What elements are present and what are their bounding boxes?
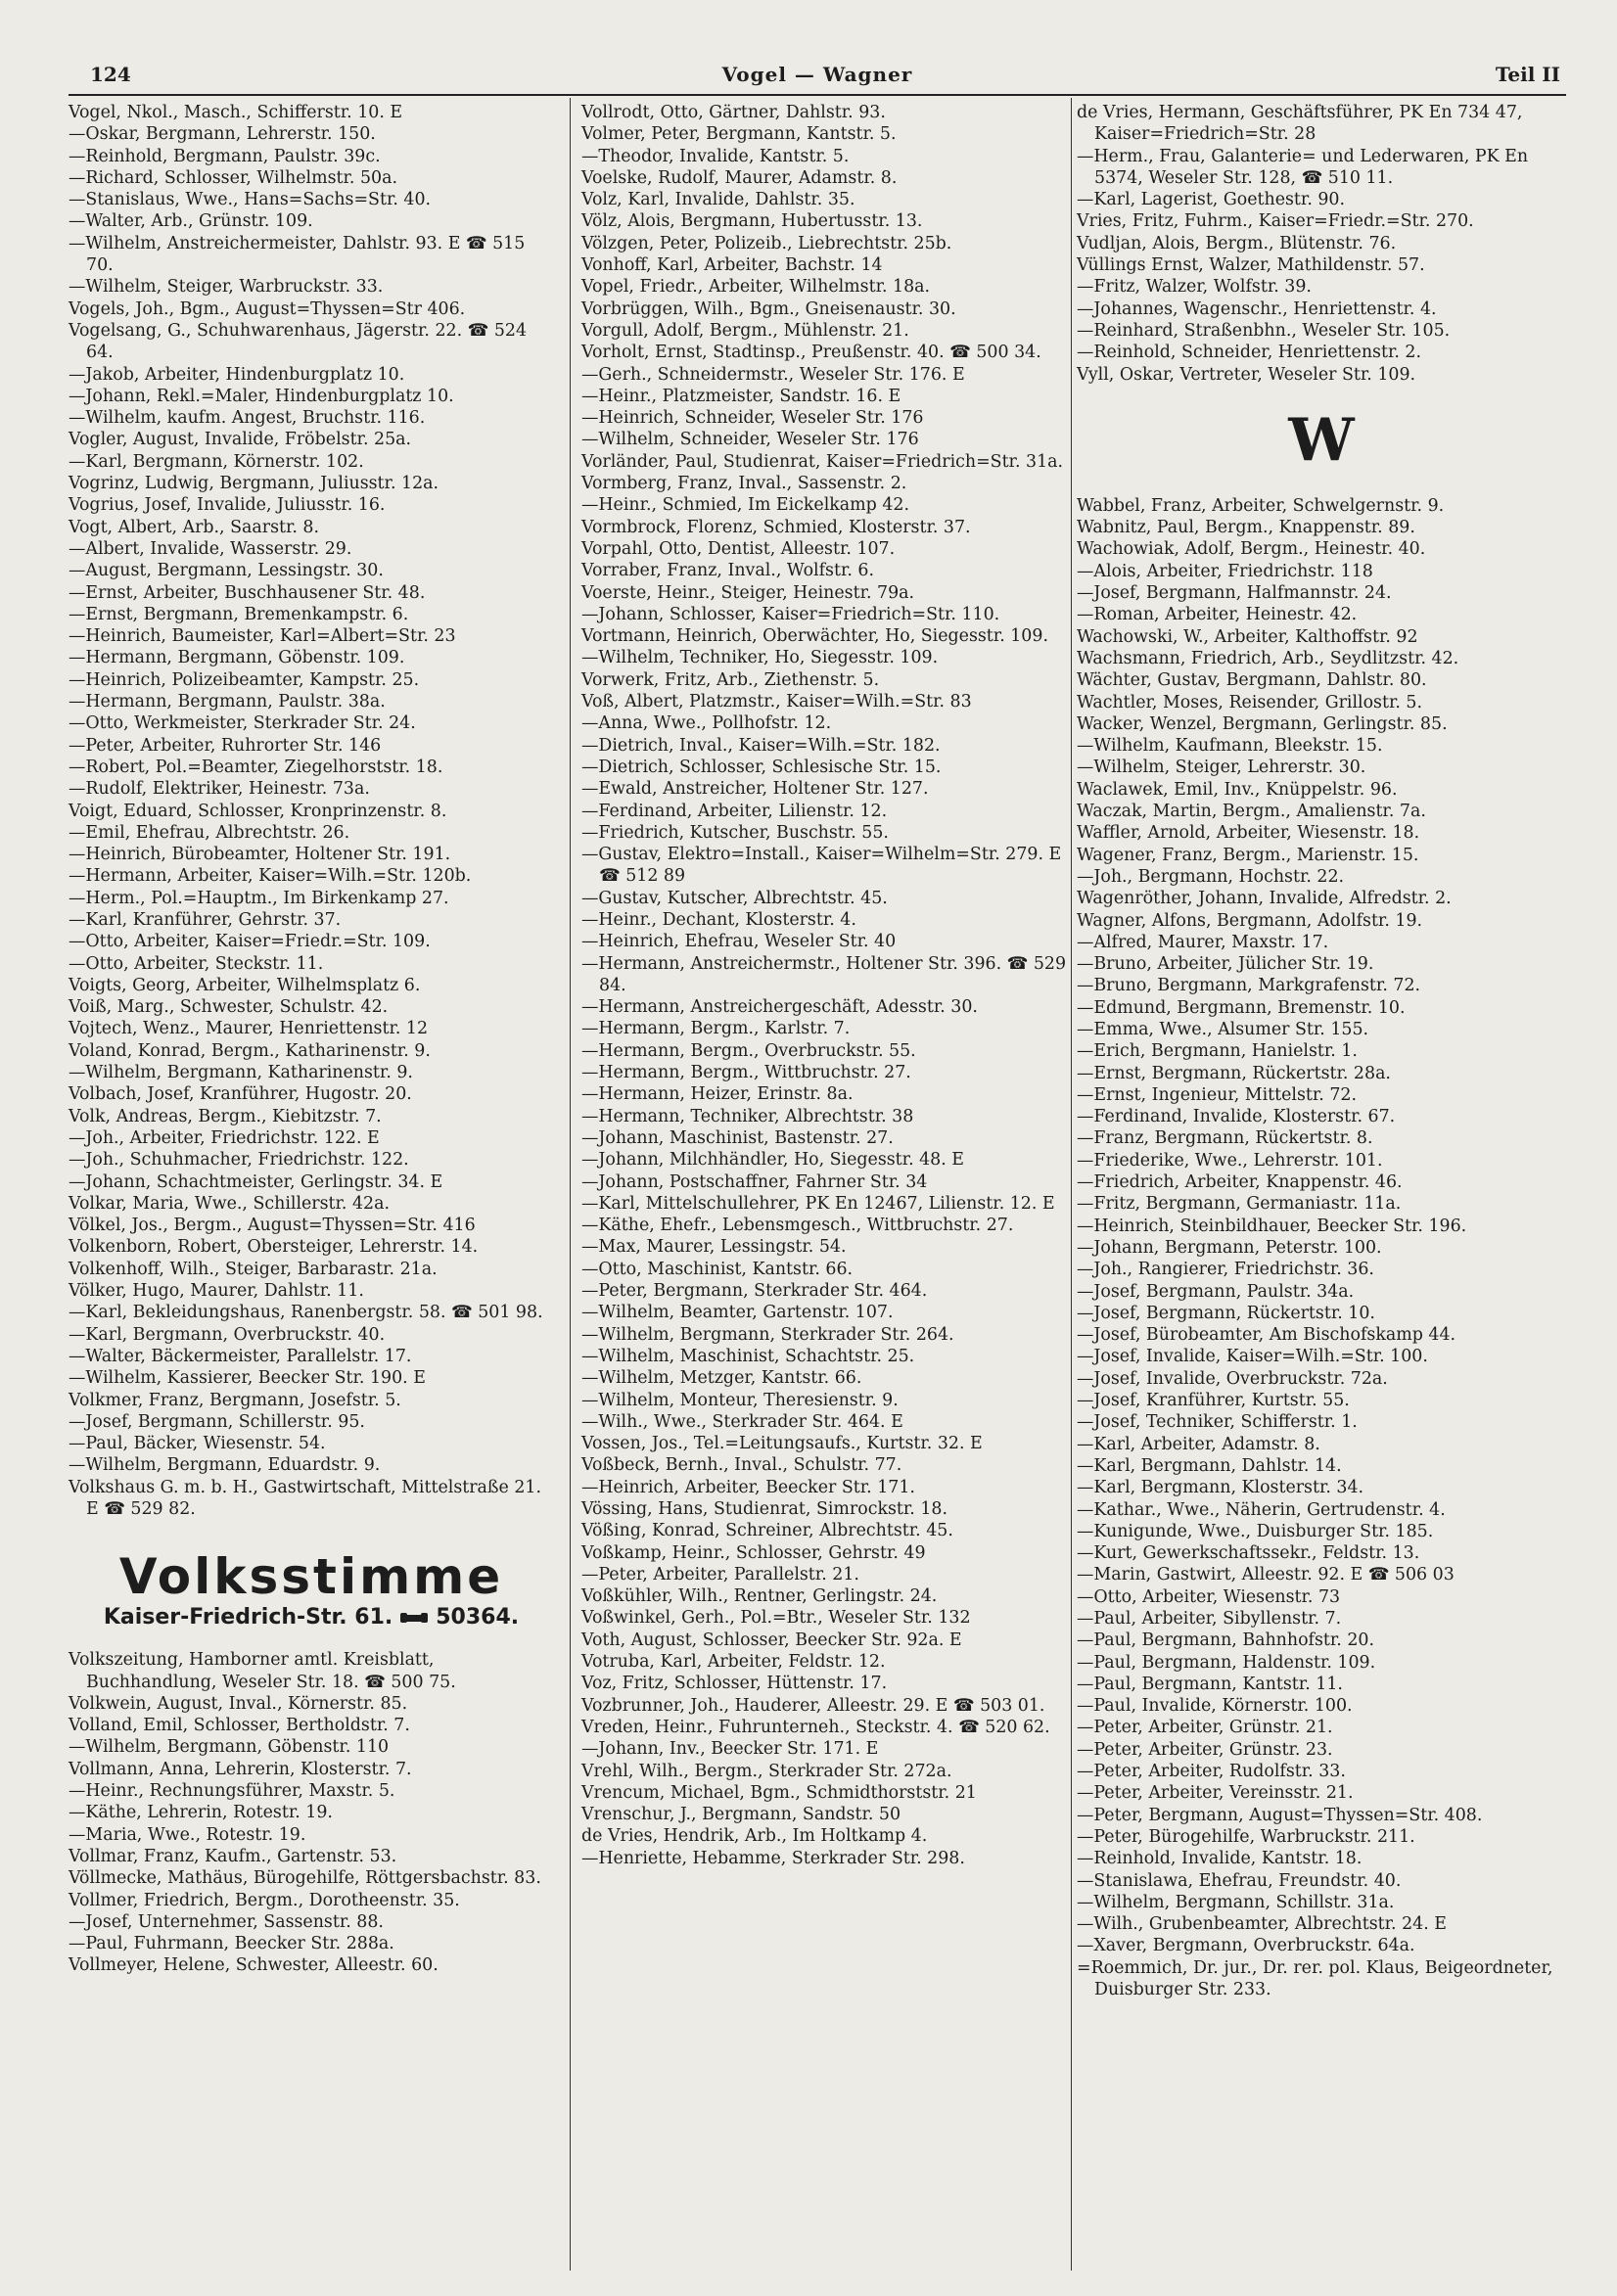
directory-entry: Völker, Hugo, Maurer, Dahlstr. 11. xyxy=(69,1281,364,1302)
directory-entry: —Peter, Arbeiter, Rudolfstr. 33. xyxy=(1077,1762,1346,1782)
directory-entry: —Ernst, Arbeiter, Buschhausener Str. 48. xyxy=(69,582,426,603)
directory-entry: —Jakob, Arbeiter, Hindenburgplatz 10. xyxy=(69,364,405,385)
directory-entry: Vorgull, Adolf, Bergm., Mühlenstr. 21. xyxy=(581,320,909,341)
directory-entry: Wacker, Wenzel, Bergmann, Gerlingstr. 85. xyxy=(1077,713,1448,734)
directory-entry: —Ernst, Ingenieur, Mittelstr. 72. xyxy=(1077,1084,1358,1105)
directory-entry: —Johann, Postschaffner, Fahrner Str. 34 xyxy=(581,1171,928,1192)
directory-entry: —Peter, Bergmann, Sterkrader Str. 464. xyxy=(581,1281,928,1302)
directory-entry: de Vries, Hendrik, Arb., Im Holtkamp 4. xyxy=(581,1826,928,1847)
directory-entry: Vrencum, Michael, Bgm., Schmidthorststr. 21 xyxy=(581,1782,977,1803)
directory-entry: —Josef, Bergmann, Halfmannstr. 24. xyxy=(1077,583,1392,604)
directory-entry: Vossen, Jos., Tel.=Leitungsaufs., Kurtstr. 32. E xyxy=(581,1434,983,1454)
directory-entry: —Karl, Lagerist, Goethestr. 90. xyxy=(1077,190,1346,210)
directory-entry: —Peter, Arbeiter, Grünstr. 21. xyxy=(1077,1718,1333,1738)
directory-entry: —Wilhelm, Kassierer, Beecker Str. 190. E xyxy=(69,1368,426,1389)
directory-entry: —Edmund, Bergmann, Bremenstr. 10. xyxy=(1077,997,1406,1018)
entry-list xyxy=(581,102,1067,1869)
directory-entry: Volz, Karl, Invalide, Dahlstr. 35. xyxy=(581,190,855,210)
directory-entry: Vössing, Hans, Studienrat, Simrockstr. 18. xyxy=(581,1499,948,1519)
directory-entry: —Reinhold, Schneider, Henriettenstr. 2. xyxy=(1077,343,1422,363)
directory-entry: —Kathar., Wwe., Näherin, Gertrudenstr. 4. xyxy=(1077,1499,1446,1520)
directory-entry: —Peter, Bergmann, August=Thyssen=Str. 408. xyxy=(1077,1805,1483,1825)
directory-entry: —Rudolf, Elektriker, Heinestr. 73a. xyxy=(69,779,370,800)
directory-entry: —Karl, Bergmann, Overbruckstr. 40. xyxy=(69,1324,386,1345)
directory-entry: Volk, Andreas, Bergm., Kiebitzstr. 7. xyxy=(69,1106,382,1126)
directory-entry: —Walter, Bäckermeister, Parallelstr. 17. xyxy=(69,1346,412,1366)
directory-entry: —Albert, Invalide, Wasserstr. 29. xyxy=(69,538,352,559)
directory-entry: —Wilhelm, Monteur, Theresienstr. 9. xyxy=(581,1390,899,1410)
directory-entry: —Wilhelm, kaufm. Angest, Bruchstr. 116. xyxy=(69,408,426,429)
directory-entry: —Herm., Frau, Galanterie= und Lederwaren, PK En 5374, Weseler Str. 128, ☎ 510 11. xyxy=(1077,146,1529,188)
directory-entry: Vollrodt, Otto, Gärtner, Dahlstr. 93. xyxy=(581,103,886,122)
directory-entry: —Paul, Invalide, Körnerstr. 100. xyxy=(1077,1696,1353,1717)
directory-entry: —Karl, Kranführer, Gehrstr. 37. xyxy=(69,909,342,930)
directory-entry: Voßwinkel, Gerh., Pol.=Btr., Weseler Str. 132 xyxy=(581,1608,971,1629)
directory-entry: —Josef, Bürobeamter, Am Bischofskamp 44. xyxy=(1077,1325,1456,1346)
directory-entry: Vorholt, Ernst, Stadtinsp., Preußenstr. 40. ☎ 500 34. xyxy=(581,343,1041,363)
directory-entry: —Oskar, Bergmann, Lehrerstr. 150. xyxy=(69,124,376,145)
directory-entry: Wabbel, Franz, Arbeiter, Schwelgernstr. 9. xyxy=(1077,495,1445,516)
directory-entry: —Joh., Rangierer, Friedrichstr. 36. xyxy=(1077,1260,1374,1280)
name-range: Vogel — Wagner xyxy=(721,63,913,86)
directory-entry: —Johann, Schlosser, Kaiser=Friedrich=Str. 110. xyxy=(581,604,1000,624)
directory-entry: —Hermann, Arbeiter, Kaiser=Wilh.=Str. 120b. xyxy=(69,866,472,887)
directory-entry: Waclawek, Emil, Inv., Knüppelstr. 96. xyxy=(1077,779,1398,800)
directory-entry: —Theodor, Invalide, Kantstr. 5. xyxy=(581,146,850,166)
directory-entry: Wachtler, Moses, Reisender, Grillostr. 5. xyxy=(1077,692,1423,712)
directory-entry: —Wilh., Grubenbeamter, Albrechtstr. 24. E xyxy=(1077,1914,1447,1935)
directory-entry: —Kunigunde, Wwe., Duisburger Str. 185. xyxy=(1077,1521,1434,1541)
directory-entry: Vries, Fritz, Fuhrm., Kaiser=Friedr.=Str. 270. xyxy=(1077,211,1474,232)
directory-entry: —Reinhold, Bergmann, Paulstr. 39c. xyxy=(69,146,381,166)
directory-entry: Vollmeyer, Helene, Schwester, Alleestr. 60. xyxy=(69,1955,439,1976)
directory-entry: —Wilh., Wwe., Sterkrader Str. 464. E xyxy=(581,1411,903,1432)
ad-address-line xyxy=(69,1604,554,1631)
directory-entry: —Wilhelm, Techniker, Ho, Siegesstr. 109. xyxy=(581,648,939,668)
directory-entry: Wachowski, W., Arbeiter, Kalthoffstr. 92 xyxy=(1077,626,1418,647)
directory-entry: —Ferdinand, Invalide, Klosterstr. 67. xyxy=(1077,1107,1396,1127)
directory-entry: Vozbrunner, Joh., Hauderer, Alleestr. 29. E ☎ 503 01. xyxy=(581,1695,1045,1716)
directory-entry: —Joh., Arbeiter, Friedrichstr. 122. E xyxy=(69,1127,380,1148)
directory-entry: Vormbrock, Florenz, Schmied, Klosterstr. 37. xyxy=(581,517,971,537)
directory-entry: —Friedrich, Kutscher, Buschstr. 55. xyxy=(581,822,889,843)
directory-entry: —Franz, Bergmann, Rückertstr. 8. xyxy=(1077,1128,1373,1149)
directory-entry: Völlmecke, Mathäus, Bürogehilfe, Röttgersbachstr. 83. xyxy=(69,1868,541,1889)
directory-entry: Vogrinz, Ludwig, Bergmann, Juliusstr. 12a. xyxy=(69,474,439,494)
directory-entry: —Käthe, Lehrerin, Rotestr. 19. xyxy=(69,1803,333,1823)
directory-entry: —Peter, Arbeiter, Ruhrorter Str. 146 xyxy=(69,735,382,756)
directory-entry: —Gerh., Schneidermstr., Weseler Str. 176. E xyxy=(581,364,965,385)
directory-entry: —Käthe, Ehefr., Lebensmgesch., Wittbruchstr. 27. xyxy=(581,1216,1014,1236)
directory-entry: Vopel, Friedr., Arbeiter, Wilhelmstr. 18a. xyxy=(581,277,931,298)
directory-entry: Waczak, Martin, Bergm., Amalienstr. 7a. xyxy=(1077,802,1426,822)
directory-entry: —Josef, Invalide, Overbruckstr. 72a. xyxy=(1077,1368,1388,1389)
directory-entry: —Hermann, Bergm., Wittbruchstr. 27. xyxy=(581,1063,911,1083)
directory-entry: —Wilhelm, Steiger, Warbruckstr. 33. xyxy=(69,277,384,298)
directory-entry: Völkel, Jos., Bergm., August=Thyssen=Str. 416 xyxy=(69,1216,476,1236)
directory-entry: —Peter, Bürogehilfe, Warbruckstr. 211. xyxy=(1077,1826,1415,1847)
directory-entry: Vrenschur, J., Bergmann, Sandstr. 50 xyxy=(581,1805,901,1825)
directory-entry: —Paul, Bergmann, Kantstr. 11. xyxy=(1077,1674,1343,1694)
directory-entry: —Richard, Schlosser, Wilhelmstr. 50a. xyxy=(69,167,397,188)
directory-entry: —Otto, Werkmeister, Sterkrader Str. 24. xyxy=(69,713,416,734)
directory-entry: Wächter, Gustav, Bergmann, Dahlstr. 80. xyxy=(1077,670,1427,691)
directory-entry: Vorpahl, Otto, Dentist, Alleestr. 107. xyxy=(581,538,896,559)
directory-entry: Voth, August, Schlosser, Beecker Str. 92a. E xyxy=(581,1630,962,1650)
directory-entry: —Josef, Bergmann, Schillerstr. 95. xyxy=(69,1411,365,1432)
section-letter: W xyxy=(1288,405,1355,475)
directory-entry: Voigt, Eduard, Schlosser, Kronprinzenstr. 8. xyxy=(69,801,447,821)
directory-entry: —Johann, Milchhändler, Ho, Siegesstr. 48. E xyxy=(581,1150,964,1171)
directory-entry: Volland, Emil, Schlosser, Bertholdstr. 7. xyxy=(69,1716,410,1736)
directory-entry: Voelske, Rudolf, Maurer, Adamstr. 8. xyxy=(581,167,898,188)
directory-entry: —Stanislaus, Wwe., Hans=Sachs=Str. 40. xyxy=(69,190,432,210)
directory-entry: Voz, Fritz, Schlosser, Hüttenstr. 17. xyxy=(581,1674,888,1694)
directory-entry: Votruba, Karl, Arbeiter, Feldstr. 12. xyxy=(581,1652,886,1673)
directory-entry: Vudljan, Alois, Bergm., Blütenstr. 76. xyxy=(1077,233,1397,253)
directory-entry: —Johann, Maschinist, Bastenstr. 27. xyxy=(581,1127,894,1148)
directory-entry: —Karl, Bergmann, Dahlstr. 14. xyxy=(1077,1455,1342,1476)
directory-entry: Voß, Albert, Platzmstr., Kaiser=Wilh.=Str. 83 xyxy=(581,692,972,712)
directory-entry: —Peter, Arbeiter, Grünstr. 23. xyxy=(1077,1739,1333,1760)
directory-entry: —Fritz, Walzer, Wolfstr. 39. xyxy=(1077,277,1312,298)
directory-entry: —Heinrich, Polizeibeamter, Kampstr. 25. xyxy=(69,669,420,690)
directory-entry: Vollmar, Franz, Kaufm., Gartenstr. 53. xyxy=(69,1846,397,1866)
directory-entry: —Fritz, Bergmann, Germaniastr. 11a. xyxy=(1077,1194,1402,1215)
directory-entry: —Paul, Fuhrmann, Beecker Str. 288a. xyxy=(69,1934,394,1954)
directory-entry: —Heinrich, Ehefrau, Weseler Str. 40 xyxy=(581,932,897,952)
directory-entry: Vößing, Konrad, Schreiner, Albrechtstr. 45. xyxy=(581,1521,953,1541)
directory-entry: Wabnitz, Paul, Bergm., Knappenstr. 89. xyxy=(1077,518,1415,538)
directory-entry: Wagner, Alfons, Bergmann, Adolfstr. 19. xyxy=(1077,910,1423,931)
directory-entry: —Paul, Bäcker, Wiesenstr. 54. xyxy=(69,1434,326,1454)
directory-entry: —Otto, Arbeiter, Steckstr. 11. xyxy=(69,953,324,974)
directory-entry: —Josef, Invalide, Kaiser=Wilh.=Str. 100. xyxy=(1077,1347,1428,1367)
directory-entry: —Hermann, Bergmann, Paulstr. 38a. xyxy=(69,692,386,712)
directory-entry: —Wilhelm, Kaufmann, Bleekstr. 15. xyxy=(1077,736,1383,757)
header-rule xyxy=(69,94,1566,96)
directory-entry: —Peter, Arbeiter, Parallelstr. 21. xyxy=(581,1564,859,1584)
directory-entry: Vüllings Ernst, Walzer, Mathildenstr. 57. xyxy=(1077,255,1425,276)
directory-entry: =Roemmich, Dr. jur., Dr. rer. pol. Klaus, Beigeordneter, Duisburger Str. 233. xyxy=(1077,1957,1553,2000)
directory-entry: —Josef, Techniker, Schifferstr. 1. xyxy=(1077,1412,1358,1433)
directory-entry: Volbach, Josef, Kranführer, Hugostr. 20. xyxy=(69,1084,412,1105)
directory-entry: —Heinrich, Schneider, Weseler Str. 176 xyxy=(581,408,924,429)
directory-entry: —Hermann, Bergmann, Göbenstr. 109. xyxy=(69,648,405,668)
directory-entry: —Marin, Gastwirt, Alleestr. 92. E ☎ 506 03 xyxy=(1077,1565,1455,1585)
entry-list xyxy=(1077,102,1566,386)
ad-address: Kaiser-Friedrich-Str. 61. xyxy=(103,1605,393,1630)
directory-entry: —Hermann, Heizer, Erinstr. 8a. xyxy=(581,1084,854,1105)
directory-entry: —Josef, Unternehmer, Sassenstr. 88. xyxy=(69,1911,384,1932)
directory-entry: —Henriette, Hebamme, Sterkrader Str. 298. xyxy=(581,1848,965,1868)
directory-entry: —Otto, Maschinist, Kantstr. 66. xyxy=(581,1259,854,1279)
directory-entry: —Hermann, Anstreichermstr., Holtener Str. 396. ☎ 529 84. xyxy=(581,953,1067,995)
directory-entry: Vollmer, Friedrich, Bergm., Dorotheenstr. 35. xyxy=(69,1890,460,1910)
directory-entry: —Karl, Bekleidungshaus, Ranenbergstr. 58. ☎ 501 98. xyxy=(69,1303,543,1323)
directory-entry: Vorbrüggen, Wilh., Bgm., Gneisenaustr. 30. xyxy=(581,298,956,319)
directory-entry: Voßbeck, Bernh., Inval., Schulstr. 77. xyxy=(581,1455,902,1476)
directory-entry: —Erich, Bergmann, Hanielstr. 1. xyxy=(1077,1041,1358,1062)
directory-entry: Vogrius, Josef, Invalide, Juliusstr. 16. xyxy=(69,495,386,516)
directory-entry: Vogt, Albert, Arb., Saarstr. 8. xyxy=(69,517,320,537)
directory-entry: Vorraber, Franz, Inval., Wolfstr. 6. xyxy=(581,561,875,581)
directory-entry: —Joh., Schuhmacher, Friedrichstr. 122. xyxy=(69,1150,409,1171)
directory-entry: —Herm., Pol.=Hauptm., Im Birkenkamp 27. xyxy=(69,888,449,908)
directory-entry: —Stanislawa, Ehefrau, Freundstr. 40. xyxy=(1077,1870,1402,1891)
column-1 xyxy=(69,102,554,1977)
directory-entry: Volkenhoff, Wilh., Steiger, Barbarastr. 21a. xyxy=(69,1259,438,1279)
directory-entry: —Maria, Wwe., Rotestr. 19. xyxy=(69,1824,306,1845)
directory-entry: Volkwein, August, Inval., Körnerstr. 85. xyxy=(69,1693,408,1714)
directory-entry: Vonhoff, Karl, Arbeiter, Bachstr. 14 xyxy=(581,255,883,276)
directory-entry: —Ferdinand, Arbeiter, Lilienstr. 12. xyxy=(581,801,888,821)
directory-entry: —Hermann, Bergm., Overbruckstr. 55. xyxy=(581,1040,916,1061)
directory-entry: Volkshaus G. m. b. H., Gastwirtschaft, Mittelstraße 21. E ☎ 529 82. xyxy=(69,1477,542,1519)
directory-entry: —Hermann, Techniker, Albrechtstr. 38 xyxy=(581,1106,914,1126)
directory-entry: Vogelsang, G., Schuhwarenhaus, Jägerstr. 22. ☎ 524 64. xyxy=(69,320,528,363)
directory-entry: Vortmann, Heinrich, Oberwächter, Ho, Siegesstr. 109. xyxy=(581,626,1048,647)
directory-entry: —Dietrich, Inval., Kaiser=Wilh.=Str. 182. xyxy=(581,735,941,756)
directory-entry: —Heinrich, Bürobeamter, Holtener Str. 191. xyxy=(69,845,451,865)
directory-entry: —Kurt, Gewerkschaftssekr., Feldstr. 13. xyxy=(1077,1543,1420,1564)
directory-entry: Vojtech, Wenz., Maurer, Henriettenstr. 12 xyxy=(69,1019,429,1039)
directory-entry: Volkszeitung, Hamborner amtl. Kreisblatt, Buchhandlung, Weseler Str. 18. ☎ 500 75. xyxy=(69,1650,456,1692)
entry-list xyxy=(69,1649,554,1976)
directory-entry: —Peter, Arbeiter, Vereinsstr. 21. xyxy=(1077,1783,1354,1804)
directory-entry: —Karl, Mittelschullehrer, PK En 12467, Lilienstr. 12. E xyxy=(581,1193,1055,1214)
directory-entry: —Paul, Arbeiter, Sibyllenstr. 7. xyxy=(1077,1609,1342,1629)
directory-entry: Wagenröther, Johann, Invalide, Alfredstr. 2. xyxy=(1077,889,1452,909)
directory-entry: —Wilhelm, Anstreichermeister, Dahlstr. 93. E ☎ 515 70. xyxy=(69,233,526,276)
directory-entry: —Karl, Arbeiter, Adamstr. 8. xyxy=(1077,1434,1320,1454)
directory-entry: Wachowiak, Adolf, Bergm., Heinestr. 40. xyxy=(1077,539,1426,560)
directory-entry: Voßkamp, Heinr., Schlosser, Gehrstr. 49 xyxy=(581,1542,926,1563)
directory-entry: Volkmer, Franz, Bergmann, Josefstr. 5. xyxy=(69,1390,401,1410)
directory-entry: —Alfred, Maurer, Maxstr. 17. xyxy=(1077,932,1329,952)
directory-entry: —Josef, Kranführer, Kurtstr. 55. xyxy=(1077,1391,1350,1411)
directory-entry: —Wilhelm, Metzger, Kantstr. 66. xyxy=(581,1368,862,1389)
directory-entry: —Friedrich, Arbeiter, Knappenstr. 46. xyxy=(1077,1172,1403,1193)
directory-entry: —Roman, Arbeiter, Heinestr. 42. xyxy=(1077,605,1358,625)
entry-list xyxy=(1077,495,1566,2000)
directory-entry: —Gustav, Kutscher, Albrechtstr. 45. xyxy=(581,888,888,908)
directory-entry: —Wilhelm, Schneider, Weseler Str. 176 xyxy=(581,430,919,450)
directory-entry: —Ernst, Bergmann, Bremenkampstr. 6. xyxy=(69,604,409,624)
column-divider xyxy=(1071,98,1072,2271)
directory-entry: —Josef, Bergmann, Rückertstr. 10. xyxy=(1077,1303,1375,1323)
directory-entry: Vyll, Oskar, Vertreter, Weseler Str. 109. xyxy=(1077,364,1416,385)
directory-entry: —Wilhelm, Bergmann, Katharinenstr. 9. xyxy=(69,1063,413,1083)
directory-entry: —Hermann, Bergm., Karlstr. 7. xyxy=(581,1019,851,1039)
directory-entry: Völz, Alois, Bergmann, Hubertusstr. 13. xyxy=(581,211,923,232)
directory-entry: —Reinhard, Straßenbhn., Weseler Str. 105. xyxy=(1077,320,1451,341)
directory-entry: —Heinr., Schmied, Im Eickelkamp 42. xyxy=(581,495,909,516)
directory-entry: Volkar, Maria, Wwe., Schillerstr. 42a. xyxy=(69,1193,391,1214)
directory-entry: —Wilhelm, Steiger, Lehrerstr. 30. xyxy=(1077,758,1366,778)
directory-entry: Wagener, Franz, Bergm., Marienstr. 15. xyxy=(1077,845,1419,865)
directory-entry: Voiß, Marg., Schwester, Schulstr. 42. xyxy=(69,997,389,1018)
directory-entry: —Johann, Bergmann, Peterstr. 100. xyxy=(1077,1237,1382,1258)
directory-entry: —Joh., Bergmann, Hochstr. 22. xyxy=(1077,866,1345,887)
directory-entry: —Wilhelm, Bergmann, Schillstr. 31a. xyxy=(1077,1892,1395,1912)
entry-list xyxy=(69,102,554,1520)
directory-entry: Vogler, August, Invalide, Fröbelstr. 25a. xyxy=(69,430,412,450)
column-2 xyxy=(581,102,1067,1869)
directory-entry: —Johannes, Wagenschr., Henriettenstr. 4. xyxy=(1077,298,1437,319)
directory-entry: Voßkühler, Wilh., Rentner, Gerlingstr. 24. xyxy=(581,1586,938,1607)
directory-entry: Vogels, Joh., Bgm., August=Thyssen=Str 406. xyxy=(69,298,466,319)
column-divider xyxy=(570,98,571,2271)
directory-entry: Wachsmann, Friedrich, Arb., Seydlitzstr. 42. xyxy=(1077,648,1459,668)
telephone-icon xyxy=(400,1610,428,1626)
directory-entry: —Karl, Bergmann, Körnerstr. 102. xyxy=(69,451,364,472)
directory-entry: —Alois, Arbeiter, Friedrichstr. 118 xyxy=(1077,561,1373,581)
directory-entry: —Paul, Bergmann, Bahnhofstr. 20. xyxy=(1077,1630,1375,1651)
directory-entry: —Heinr., Dechant, Klosterstr. 4. xyxy=(581,909,856,930)
ad-title: Volksstimme xyxy=(118,1548,504,1606)
directory-entry: —Heinr., Platzmeister, Sandstr. 16. E xyxy=(581,386,901,406)
directory-entry: —Johann, Schachtmeister, Gerlingstr. 34. E xyxy=(69,1171,443,1192)
directory-entry: —Johann, Rekl.=Maler, Hindenburgplatz 10. xyxy=(69,386,454,406)
part-label: Teil II xyxy=(1495,63,1560,86)
directory-entry: —Johann, Inv., Beecker Str. 171. E xyxy=(581,1739,879,1760)
directory-entry: Waffler, Arnold, Arbeiter, Wiesenstr. 18. xyxy=(1077,823,1420,844)
directory-entry: Vorwerk, Fritz, Arb., Ziethenstr. 5. xyxy=(581,669,880,690)
directory-entry: —Ernst, Bergmann, Rückertstr. 28a. xyxy=(1077,1063,1391,1083)
directory-entry: Vorländer, Paul, Studienrat, Kaiser=Friedrich=Str. 31a. xyxy=(581,451,1064,472)
directory-entry: —Walter, Arb., Grünstr. 109. xyxy=(69,211,313,232)
directory-entry: —Hermann, Anstreichergeschäft, Adesstr. 30. xyxy=(581,997,978,1018)
directory-entry: Vollmann, Anna, Lehrerin, Klosterstr. 7. xyxy=(69,1759,412,1779)
directory-entry: Völzgen, Peter, Polizeib., Liebrechtstr. 25b. xyxy=(581,233,952,253)
directory-entry: —Friederike, Wwe., Lehrerstr. 101. xyxy=(1077,1150,1383,1171)
directory-entry: de Vries, Hermann, Geschäftsführer, PK En 734 47, Kaiser=Friedrich=Str. 28 xyxy=(1077,103,1523,145)
directory-entry: —Paul, Bergmann, Haldenstr. 109. xyxy=(1077,1652,1376,1673)
directory-entry: Volkenborn, Robert, Obersteiger, Lehrerstr. 14. xyxy=(69,1237,479,1258)
directory-entry: —Otto, Arbeiter, Kaiser=Friedr.=Str. 109. xyxy=(69,932,431,952)
directory-entry: Vormberg, Franz, Inval., Sassenstr. 2. xyxy=(581,474,907,494)
directory-entry: —Wilhelm, Beamter, Gartenstr. 107. xyxy=(581,1303,894,1323)
directory-entry: —Heinr., Rechnungsführer, Maxstr. 5. xyxy=(69,1781,395,1802)
directory-entry: —Dietrich, Schlosser, Schlesische Str. 15. xyxy=(581,757,942,777)
directory-entry: Volmer, Peter, Bergmann, Kantstr. 5. xyxy=(581,124,897,145)
directory-entry: —Emma, Wwe., Alsumer Str. 155. xyxy=(1077,1019,1369,1039)
directory-entry: —Wilhelm, Bergmann, Eduardstr. 9. xyxy=(69,1455,381,1476)
directory-entry: Voerste, Heinr., Steiger, Heinestr. 79a. xyxy=(581,582,915,603)
page-number: 124 xyxy=(90,63,131,86)
directory-entry: —Bruno, Arbeiter, Jülicher Str. 19. xyxy=(1077,954,1374,975)
directory-entry: Vreden, Heinr., Fuhrunterneh., Steckstr. 4. ☎ 520 62. xyxy=(581,1717,1050,1737)
directory-entry: —Otto, Arbeiter, Wiesenstr. 73 xyxy=(1077,1586,1341,1607)
directory-entry: Vrehl, Wilh., Bergm., Sterkrader Str. 272a. xyxy=(581,1761,952,1781)
directory-entry: Voland, Konrad, Bergm., Katharinenstr. 9. xyxy=(69,1040,431,1061)
directory-entry: —Max, Maurer, Lessingstr. 54. xyxy=(581,1237,847,1258)
advertisement xyxy=(69,1549,554,1631)
directory-entry: —Ewald, Anstreicher, Holtener Str. 127. xyxy=(581,779,929,800)
directory-entry: —Emil, Ehefrau, Albrechtstr. 26. xyxy=(69,822,350,843)
directory-entry: —Xaver, Bergmann, Overbruckstr. 64a. xyxy=(1077,1936,1415,1956)
directory-entry: —Karl, Bergmann, Klosterstr. 34. xyxy=(1077,1478,1364,1498)
directory-entry: —Anna, Wwe., Pollhofstr. 12. xyxy=(581,713,832,734)
directory-entry: —Gustav, Elektro=Install., Kaiser=Wilhelm=Str. 279. E ☎ 512 89 xyxy=(581,845,1062,887)
directory-entry: —Heinrich, Baumeister, Karl=Albert=Str. 23 xyxy=(69,626,456,647)
directory-entry: —Wilhelm, Bergmann, Göbenstr. 110 xyxy=(69,1737,390,1758)
page-header xyxy=(69,63,1566,98)
ad-phone: 50364. xyxy=(436,1605,520,1630)
directory-entry: —August, Bergmann, Lessingstr. 30. xyxy=(69,561,384,581)
column-3 xyxy=(1077,102,1566,2000)
directory-entry: —Wilhelm, Maschinist, Schachtstr. 25. xyxy=(581,1346,915,1366)
directory-entry: —Robert, Pol.=Beamter, Ziegelhorststr. 18. xyxy=(69,757,443,777)
directory-entry: —Reinhold, Invalide, Kantstr. 18. xyxy=(1077,1849,1363,1869)
directory-entry: Voigts, Georg, Arbeiter, Wilhelmsplatz 6. xyxy=(69,975,421,995)
directory-entry: —Bruno, Bergmann, Markgrafenstr. 72. xyxy=(1077,976,1421,996)
directory-entry: Vogel, Nkol., Masch., Schifferstr. 10. E xyxy=(69,103,403,122)
directory-entry: —Heinrich, Arbeiter, Beecker Str. 171. xyxy=(581,1477,915,1497)
directory-entry: —Josef, Bergmann, Paulstr. 34a. xyxy=(1077,1281,1355,1302)
directory-entry: —Wilhelm, Bergmann, Sterkrader Str. 264. xyxy=(581,1324,954,1345)
directory-entry: —Heinrich, Steinbildhauer, Beecker Str. 196. xyxy=(1077,1216,1467,1236)
